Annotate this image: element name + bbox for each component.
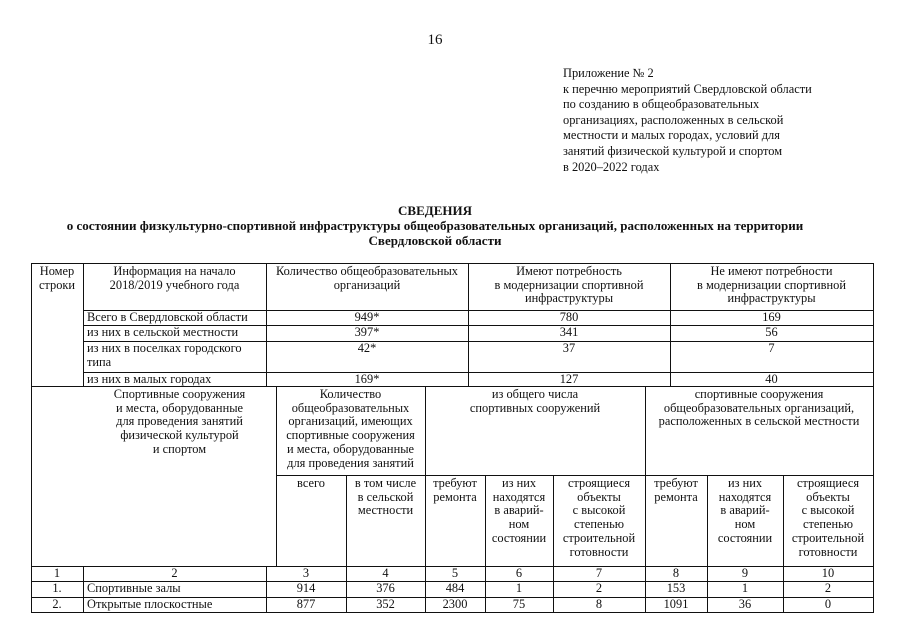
- col-header-emergency-rural-line: из них: [727, 477, 763, 490]
- appendix-line: занятий физической культурой и спортом: [563, 143, 783, 158]
- column-number-line: 5: [451, 567, 459, 580]
- column-number-line: 2: [171, 567, 178, 580]
- col-header-of-total-line: спортивных сооружений: [469, 400, 601, 415]
- table-cell-line: 8: [595, 598, 603, 611]
- column-number-line: 9: [741, 567, 749, 580]
- col-header-emergency-line: из них: [501, 477, 537, 490]
- row-label: [83, 311, 266, 325]
- row-label: [83, 598, 266, 612]
- table-cell: [266, 598, 346, 612]
- col-header-repair-line: ремонта: [433, 489, 477, 504]
- cell-need: [468, 311, 670, 325]
- col-header-info-line: 2018/2019 учебного года: [109, 277, 240, 292]
- col-header-info-line: Информация на начало: [113, 265, 236, 278]
- col-header-facilities-line: Спортивные сооружения: [113, 388, 246, 401]
- table-cell: [553, 582, 645, 596]
- table-cell-line: 2: [595, 582, 603, 595]
- cell-no-need-line: 7: [768, 342, 775, 355]
- table-border: [873, 386, 874, 612]
- title-line: о состоянии физкультурно-спортивной инфраструктуры общеобразовательных организаций, расположенных на территории: [66, 218, 804, 233]
- col-header-emergency-rural-line: состоянии: [717, 530, 773, 545]
- cell-org-count: [266, 326, 468, 340]
- column-number-line: 4: [382, 567, 389, 580]
- table-cell: [485, 582, 553, 596]
- table-cell: [31, 582, 83, 596]
- table-cell: [783, 598, 873, 612]
- cell-org-count: [266, 311, 468, 325]
- col-header-repair-rural-line: ремонта: [654, 489, 698, 504]
- cell-need-line: 127: [559, 373, 579, 386]
- appendix-line: местности и малых городах, условий для: [563, 128, 780, 143]
- col-header-need-modernization-line: в модернизации спортивной: [494, 277, 644, 292]
- column-number-line: 10: [821, 567, 835, 580]
- column-number: [346, 567, 425, 581]
- column-number-line: 8: [672, 567, 680, 580]
- col-header-facilities-line: и спортом: [152, 441, 207, 456]
- row-label-line: Спортивные залы: [87, 582, 181, 595]
- col-header-construction-rural-line: с высокой: [801, 503, 855, 518]
- col-header-orgs-with-facilities-line: для проведения занятий: [287, 455, 414, 470]
- table-cell-line: 1: [741, 582, 749, 595]
- col-header-org-count: [266, 265, 468, 292]
- table-cell-line: 914: [296, 582, 316, 595]
- table-cell: [346, 598, 425, 612]
- col-header-rural-incl-line: местности: [357, 503, 414, 518]
- table-cell: [707, 598, 783, 612]
- cell-no-need-line: 169: [762, 311, 781, 324]
- table-cell: [707, 582, 783, 596]
- table-cell: [31, 598, 83, 612]
- cell-no-need-line: 40: [765, 373, 778, 386]
- table-cell-line: 1: [515, 582, 523, 595]
- appendix-line: по созданию в общеобразовательных: [563, 97, 760, 112]
- col-header-repair-line: требуют: [433, 477, 477, 490]
- col-header-construction-line: с высокой: [572, 503, 626, 518]
- col-header-construction-rural: [783, 477, 873, 559]
- appendix-line: к перечню мероприятий Свердловской области: [563, 81, 812, 96]
- table-cell: [425, 598, 485, 612]
- col-header-construction-rural-line: строительной: [791, 530, 865, 545]
- column-number: [645, 567, 707, 581]
- col-header-orgs-with-facilities-line: спортивные сооружения: [286, 428, 415, 443]
- col-header-rural-facilities-line: расположенных в сельской местности: [658, 414, 860, 429]
- cell-org-count-line: 397*: [354, 326, 380, 339]
- row-label-line: из них в поселках городского: [87, 342, 242, 355]
- table-border: [31, 263, 874, 264]
- column-number: [707, 567, 783, 581]
- row-label: [83, 582, 266, 596]
- col-header-row-number: [31, 265, 83, 292]
- column-number: [31, 567, 83, 581]
- table-cell: [425, 582, 485, 596]
- col-header-construction-rural-line: готовности: [798, 544, 858, 559]
- cell-org-count-line: 169*: [354, 373, 380, 386]
- col-header-of-total: [425, 388, 645, 415]
- row-label-line: типа: [87, 354, 112, 369]
- appendix-note: [563, 66, 863, 175]
- table-cell-line: 376: [376, 582, 395, 595]
- row-label: [83, 342, 266, 369]
- cell-org-count-line: 42*: [357, 342, 377, 355]
- table-cell-line: 2.: [52, 598, 62, 611]
- col-header-emergency: [485, 477, 553, 546]
- col-header-construction-rural-line: строящиеся: [796, 477, 860, 490]
- title-line: Свердловской области: [368, 233, 502, 248]
- cell-no-need: [670, 326, 873, 340]
- table-cell-line: 0: [824, 598, 832, 611]
- col-header-total-line: всего: [297, 477, 325, 490]
- row-label: [83, 373, 266, 387]
- table-cell-line: 2300: [442, 598, 468, 611]
- col-header-need-modernization: [468, 265, 670, 306]
- col-header-facilities-line: и места, оборудованные: [115, 400, 244, 415]
- col-header-repair-rural-line: требуют: [654, 477, 698, 490]
- cell-org-count-line: 949*: [354, 311, 380, 324]
- page-number: 16: [427, 32, 443, 48]
- table-cell: [553, 598, 645, 612]
- table-cell-line: 1.: [52, 582, 62, 595]
- col-header-no-need-line: инфраструктуры: [727, 291, 816, 306]
- appendix-line: в 2020–2022 годах: [563, 159, 660, 174]
- col-header-org-count-line: Количество общеобразовательных: [275, 265, 459, 278]
- table-cell-line: 36: [738, 598, 752, 611]
- table-cell: [645, 582, 707, 596]
- appendix-line: Приложение № 2: [563, 66, 654, 80]
- table-cell-line: 153: [666, 582, 686, 595]
- col-header-emergency-line: в аварий-: [494, 503, 544, 518]
- col-header-emergency-rural-line: в аварий-: [720, 503, 770, 518]
- row-label-line: из них в сельской местности: [87, 326, 239, 339]
- table-border: [873, 263, 874, 386]
- table-cell-line: 2: [824, 582, 832, 595]
- cell-no-need: [670, 311, 873, 325]
- col-header-construction-rural-line: объекты: [806, 489, 850, 504]
- document-title: [0, 203, 870, 248]
- title-heading: СВЕДЕНИЯ: [398, 203, 472, 218]
- cell-need: [468, 342, 670, 356]
- col-header-construction-line: объекты: [577, 489, 621, 504]
- col-header-emergency-rural-line: ном: [734, 517, 756, 532]
- table-cell: [266, 582, 346, 596]
- col-header-need-modernization-line: инфраструктуры: [524, 291, 614, 306]
- cell-need-line: 37: [562, 342, 576, 355]
- column-number: [783, 567, 873, 581]
- col-header-construction-line: строительной: [562, 530, 636, 545]
- column-number: [553, 567, 645, 581]
- table-border: [276, 475, 874, 476]
- table-cell: [346, 582, 425, 596]
- col-header-info: [83, 265, 266, 292]
- col-header-facilities: [83, 388, 276, 457]
- row-label: [83, 326, 266, 340]
- col-header-facilities-line: физической культурой: [120, 428, 239, 443]
- appendix-line: организациях, расположенных в сельской: [563, 112, 784, 127]
- col-header-rural-facilities-line: общеобразовательных организаций,: [663, 400, 855, 415]
- column-number: [83, 567, 266, 581]
- col-header-facilities-line: для проведения занятий: [116, 414, 243, 429]
- col-header-emergency-line: находятся: [492, 489, 546, 504]
- col-header-construction: [553, 477, 645, 559]
- col-header-total: [276, 477, 346, 491]
- col-header-need-modernization-line: Имеют потребность: [516, 265, 622, 278]
- cell-no-need: [670, 373, 873, 387]
- table-cell-line: 484: [445, 582, 465, 595]
- col-header-orgs-with-facilities-line: общеобразовательных: [291, 400, 410, 415]
- row-label-line: Открытые плоскостные: [87, 598, 213, 611]
- col-header-orgs-with-facilities-line: организаций, имеющих: [288, 414, 413, 429]
- col-header-of-total-line: из общего числа: [491, 388, 579, 401]
- col-header-orgs-with-facilities-line: Количество: [319, 388, 382, 401]
- table-cell: [645, 598, 707, 612]
- cell-need: [468, 373, 670, 387]
- col-header-rural-facilities-line: спортивные сооружения: [694, 388, 824, 401]
- col-header-repair: [425, 477, 485, 504]
- col-header-no-need: [670, 265, 873, 306]
- column-number-line: 3: [302, 567, 310, 580]
- row-label-line: Всего в Свердловской области: [87, 311, 248, 324]
- table-border: [31, 612, 874, 613]
- col-header-repair-rural: [645, 477, 707, 504]
- column-number: [485, 567, 553, 581]
- col-header-emergency-line: ном: [508, 517, 530, 532]
- col-header-org-count-line: организаций: [333, 277, 401, 292]
- col-header-rural-incl: [346, 477, 425, 518]
- col-header-construction-line: степенью: [573, 517, 625, 532]
- table-cell-line: 75: [512, 598, 526, 611]
- col-header-emergency-rural-line: находятся: [718, 489, 772, 504]
- table-cell-line: 877: [296, 598, 316, 611]
- cell-no-need: [670, 342, 873, 356]
- cell-need-line: 780: [559, 311, 579, 324]
- table-cell-line: 1091: [663, 598, 689, 611]
- row-label-line: из них в малых городах: [87, 373, 212, 386]
- cell-need: [468, 326, 670, 340]
- col-header-no-need-line: в модернизации спортивной: [697, 277, 846, 292]
- col-header-emergency-line: состоянии: [491, 530, 547, 545]
- column-number-line: 7: [595, 567, 603, 580]
- cell-org-count: [266, 342, 468, 356]
- col-header-rural-incl-line: в том числе: [354, 477, 417, 490]
- col-header-construction-line: строящиеся: [567, 477, 631, 490]
- col-header-rural-incl-line: в сельской: [357, 489, 414, 504]
- col-header-row-number-line: Номер: [39, 265, 75, 278]
- col-header-emergency-rural: [707, 477, 783, 546]
- col-header-orgs-with-facilities: [276, 388, 425, 470]
- col-header-rural-facilities: [645, 388, 873, 429]
- cell-org-count: [266, 373, 468, 387]
- column-number: [425, 567, 485, 581]
- column-number-line: 6: [515, 567, 523, 580]
- column-number: [266, 567, 346, 581]
- col-header-construction-rural-line: степенью: [802, 517, 854, 532]
- table-cell: [783, 582, 873, 596]
- column-number-line: 1: [53, 567, 61, 580]
- table-cell: [485, 598, 553, 612]
- col-header-no-need-line: Не имеют потребности: [710, 265, 833, 278]
- col-header-construction-line: готовности: [569, 544, 629, 559]
- cell-no-need-line: 56: [765, 326, 778, 339]
- table-cell-line: 352: [376, 598, 395, 611]
- cell-need-line: 341: [559, 326, 579, 339]
- col-header-row-number-line: строки: [38, 277, 76, 292]
- col-header-orgs-with-facilities-line: и места, оборудованные: [286, 441, 415, 456]
